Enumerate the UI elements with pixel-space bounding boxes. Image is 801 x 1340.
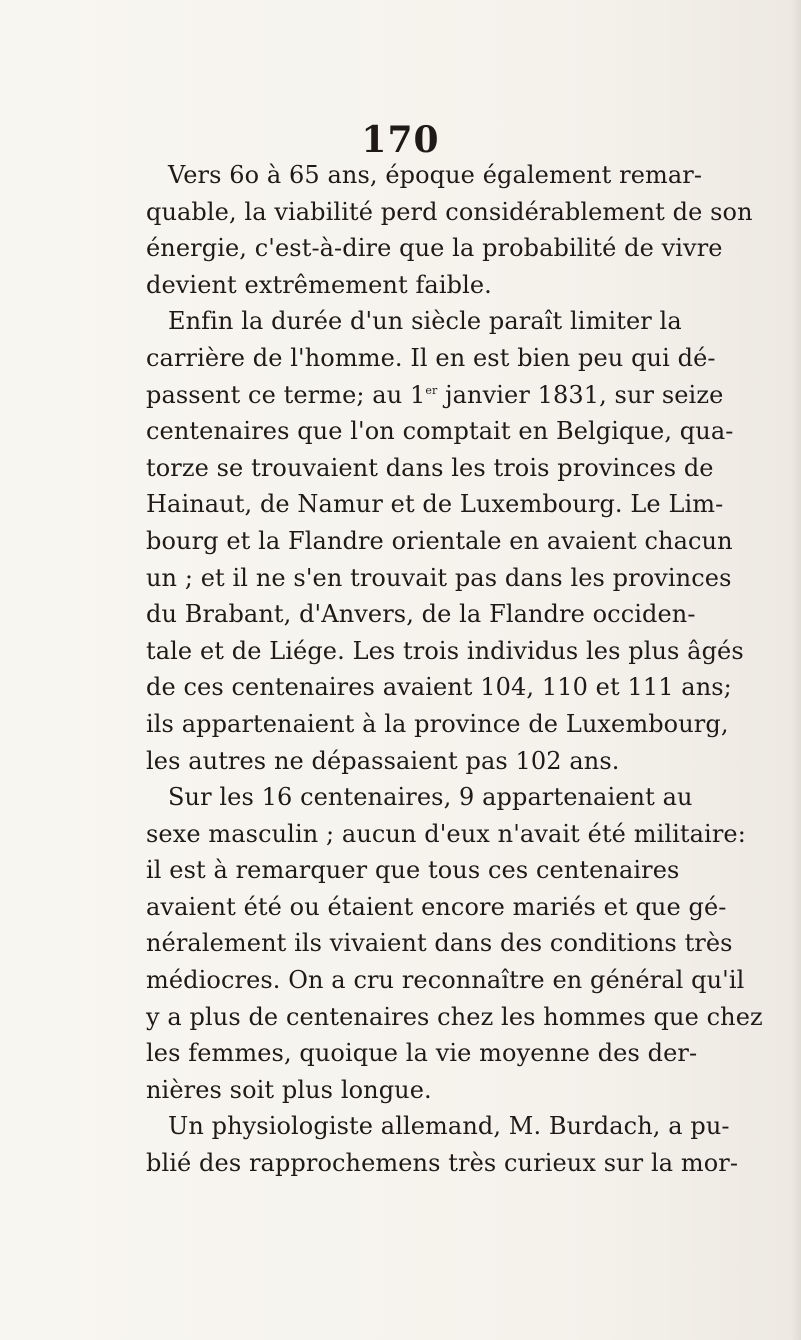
text-line: Hainaut, de Namur et de Luxembourg. Le Lim- <box>146 490 724 519</box>
text-line: torze se trouvaient dans les trois provinces de <box>146 453 714 482</box>
text-line: énergie, c'est-à-dire que la probabilité de vivre <box>146 234 723 263</box>
page-edge-shadow <box>791 0 801 1340</box>
text-line: néralement ils vivaient dans des conditions très <box>146 929 733 958</box>
text-line: centenaires que l'on comptait en Belgique, qua- <box>146 417 734 446</box>
page-number: 170 <box>361 119 440 161</box>
text-line: du Brabant, d'Anvers, de la Flandre occiden- <box>146 600 696 629</box>
text-line: bourg et la Flandre orientale en avaient chacun <box>146 526 733 555</box>
text-line: médiocres. On a cru reconnaître en général qu'il <box>146 966 745 995</box>
text-line: quable, la viabilité perd considérablement de son <box>146 197 753 226</box>
text-line: nières soit plus longue. <box>146 1075 432 1104</box>
text-line: un ; et il ne s'en trouvait pas dans les provinces <box>146 563 732 592</box>
text-line: il est à remarquer que tous ces centenaires <box>146 856 680 885</box>
text-line: passent ce terme; au 1er janvier 1831, sur seize <box>146 380 724 409</box>
text-line: ils appartenaient à la province de Luxembourg, <box>146 709 729 738</box>
text-line: carrière de l'homme. Il en est bien peu qui dé- <box>146 343 716 372</box>
superscript: er <box>425 383 438 397</box>
text-line: les femmes, quoique la vie moyenne des der- <box>146 1039 698 1068</box>
text-line: Vers 6o à 65 ans, époque également remar- <box>168 161 703 189</box>
text-line: Enfin la durée d'un siècle paraît limiter la <box>168 307 682 336</box>
text-line: avaient été ou étaient encore mariés et que gé- <box>146 892 727 921</box>
text-line: de ces centenaires avaient 104, 110 et 111 ans; <box>146 673 732 702</box>
text-line: y a plus de centenaires chez les hommes que chez <box>146 1002 763 1031</box>
text-line: Un physiologiste allemand, M. Burdach, a pu- <box>168 1112 730 1141</box>
text-line: devient extrêmement faible. <box>146 270 492 299</box>
text-line: blié des rapprochemens très curieux sur la mor- <box>146 1149 739 1178</box>
body-text <box>146 157 763 1182</box>
text-line: les autres ne dépassaient pas 102 ans. <box>146 746 620 775</box>
text-line: Sur les 16 centenaires, 9 appartenaient au <box>168 783 693 812</box>
text-line: sexe masculin ; aucun d'eux n'avait été militaire: <box>146 819 746 848</box>
text-line: tale et de Liége. Les trois individus les plus âgés <box>146 636 744 665</box>
